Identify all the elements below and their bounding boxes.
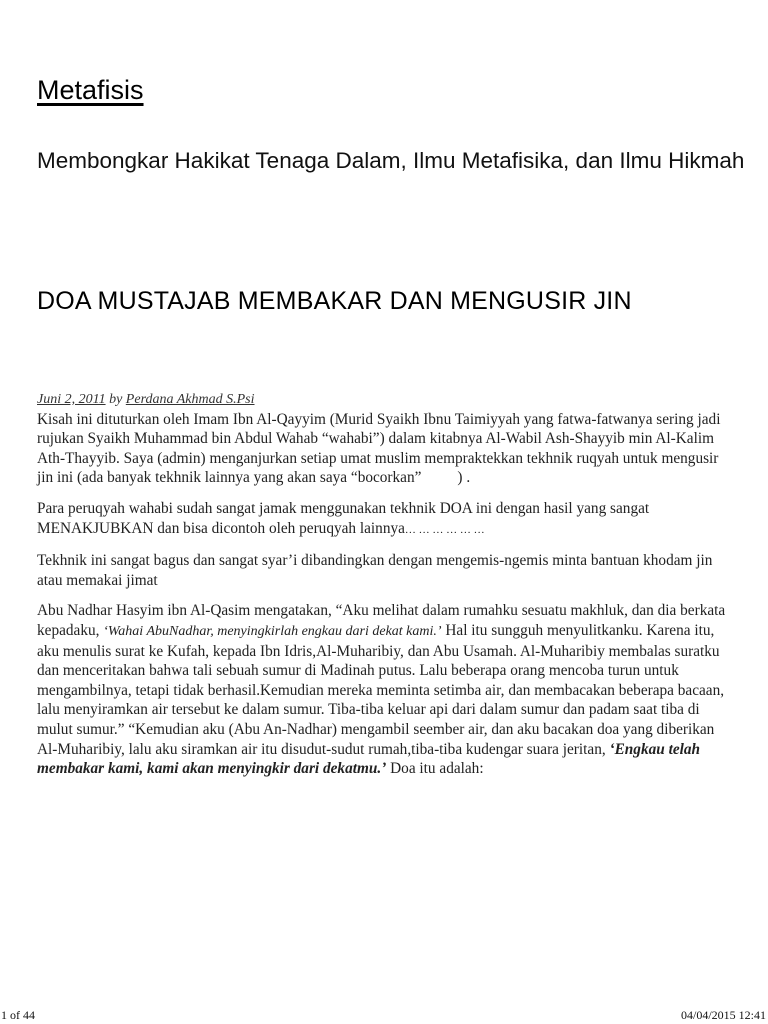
ellipsis: … … … … … … — [404, 523, 485, 536]
site-title[interactable]: Metafisis — [37, 75, 144, 105]
paragraph-story — [37, 601, 737, 778]
post-date-link[interactable]: Juni 2, 2011 — [37, 392, 106, 407]
story-text-a: Abu Nadhar Hasyim ibn Al-Qasim mengatakan, “Aku melihat dalam rumahku sesuatu makhluk, dan dia berkata kepadaku, — [37, 602, 726, 639]
site-tagline: Membongkar Hakikat Tenaga Dalam, Ilmu Metafisika, dan Ilmu Hikmah — [37, 148, 745, 173]
paragraph-peruqyah-text: Para peruqyah wahabi sudah sangat jamak menggunakan tekhnik DOA ini dengan hasil yang sangat MENAKJUBKAN dan bisa dicontoh oleh peruqyah lainnya — [37, 499, 650, 537]
paragraph-intro — [37, 410, 737, 488]
story-quote-italic: ‘Wahai AbuNadhar, menyingkirlah engkau dari dekat kami.’ — [103, 623, 442, 639]
by-label: by — [109, 392, 123, 407]
paragraph-peruqyah — [37, 499, 737, 540]
paragraph-intro-end: ) . — [457, 469, 471, 487]
page-counter: 1 of 44 — [1, 1008, 35, 1022]
post-meta — [37, 390, 737, 410]
post-body — [37, 390, 737, 790]
story-text-c: Doa itu adalah: — [386, 760, 484, 778]
story-quote-bold: ‘Engkau telah membakar kami, kami akan menyingkir dari dekatmu.’ — [37, 740, 701, 778]
paragraph-intro-text: Kisah ini dituturkan oleh Imam Ibn Al-Qayyim (Murid Syaikh Ibnu Taimiyyah yang fatwa-fatwanya sering jadi rujukan Syaikh Muhammad bin Abdul Wahab “wahabi”) dalam kitabnya Al-Wabil Ash-Shayyib min Al-Kalim Ath-Thayyib. Saya (admin) menganjurkan setiap umat muslim mempraktekkan tekhnik ruqyah untuk mengusir jin ini (ada banyak tekhnik lainnya yang akan saya “bocorkan” — [37, 410, 721, 487]
paragraph-tekhnik: Tekhnik ini sangat bagus dan sangat syar’i dibandingkan dengan mengemis-ngemis minta bantuan khodam jin atau memakai jimat — [37, 552, 713, 589]
post-author-link[interactable]: Perdana Akhmad S.Psi — [125, 392, 255, 407]
print-timestamp: 04/04/2015 12:41 — [680, 1008, 766, 1022]
story-text-b: Hal itu sungguh menyulitkanku. Karena itu, aku menulis surat ke Kufah, kepada Ibn Idris,Al-Muharibiy, dan Abu Usamah. Al-Muharibiy membalas suratku dan menceritakan bahwa tali sebuah sumur di Madinah putus. Lalu beberapa orang mencoba turun untuk mengambilnya, tetapi tidak berhasil.Kemudian mereka meminta setimba air, dan membacakan beberapa bacaan, lalu menyiramkan air tersebut ke dalam sumur. Tiba-tiba keluar api dari dalam sumur dan padam saat tiba di mulut sumur.” “Kemudian aku (Abu An-Nadhar) mengambil seember air, dan aku bacakan doa yang diberikan Al-Muharibiy, lalu aku siramkan air itu disudut-sudut rumah,tiba-tiba kudengar suara jeritan, — [37, 621, 725, 758]
post-title: DOA MUSTAJAB MEMBAKAR DAN MENGUSIR JIN — [37, 287, 632, 315]
